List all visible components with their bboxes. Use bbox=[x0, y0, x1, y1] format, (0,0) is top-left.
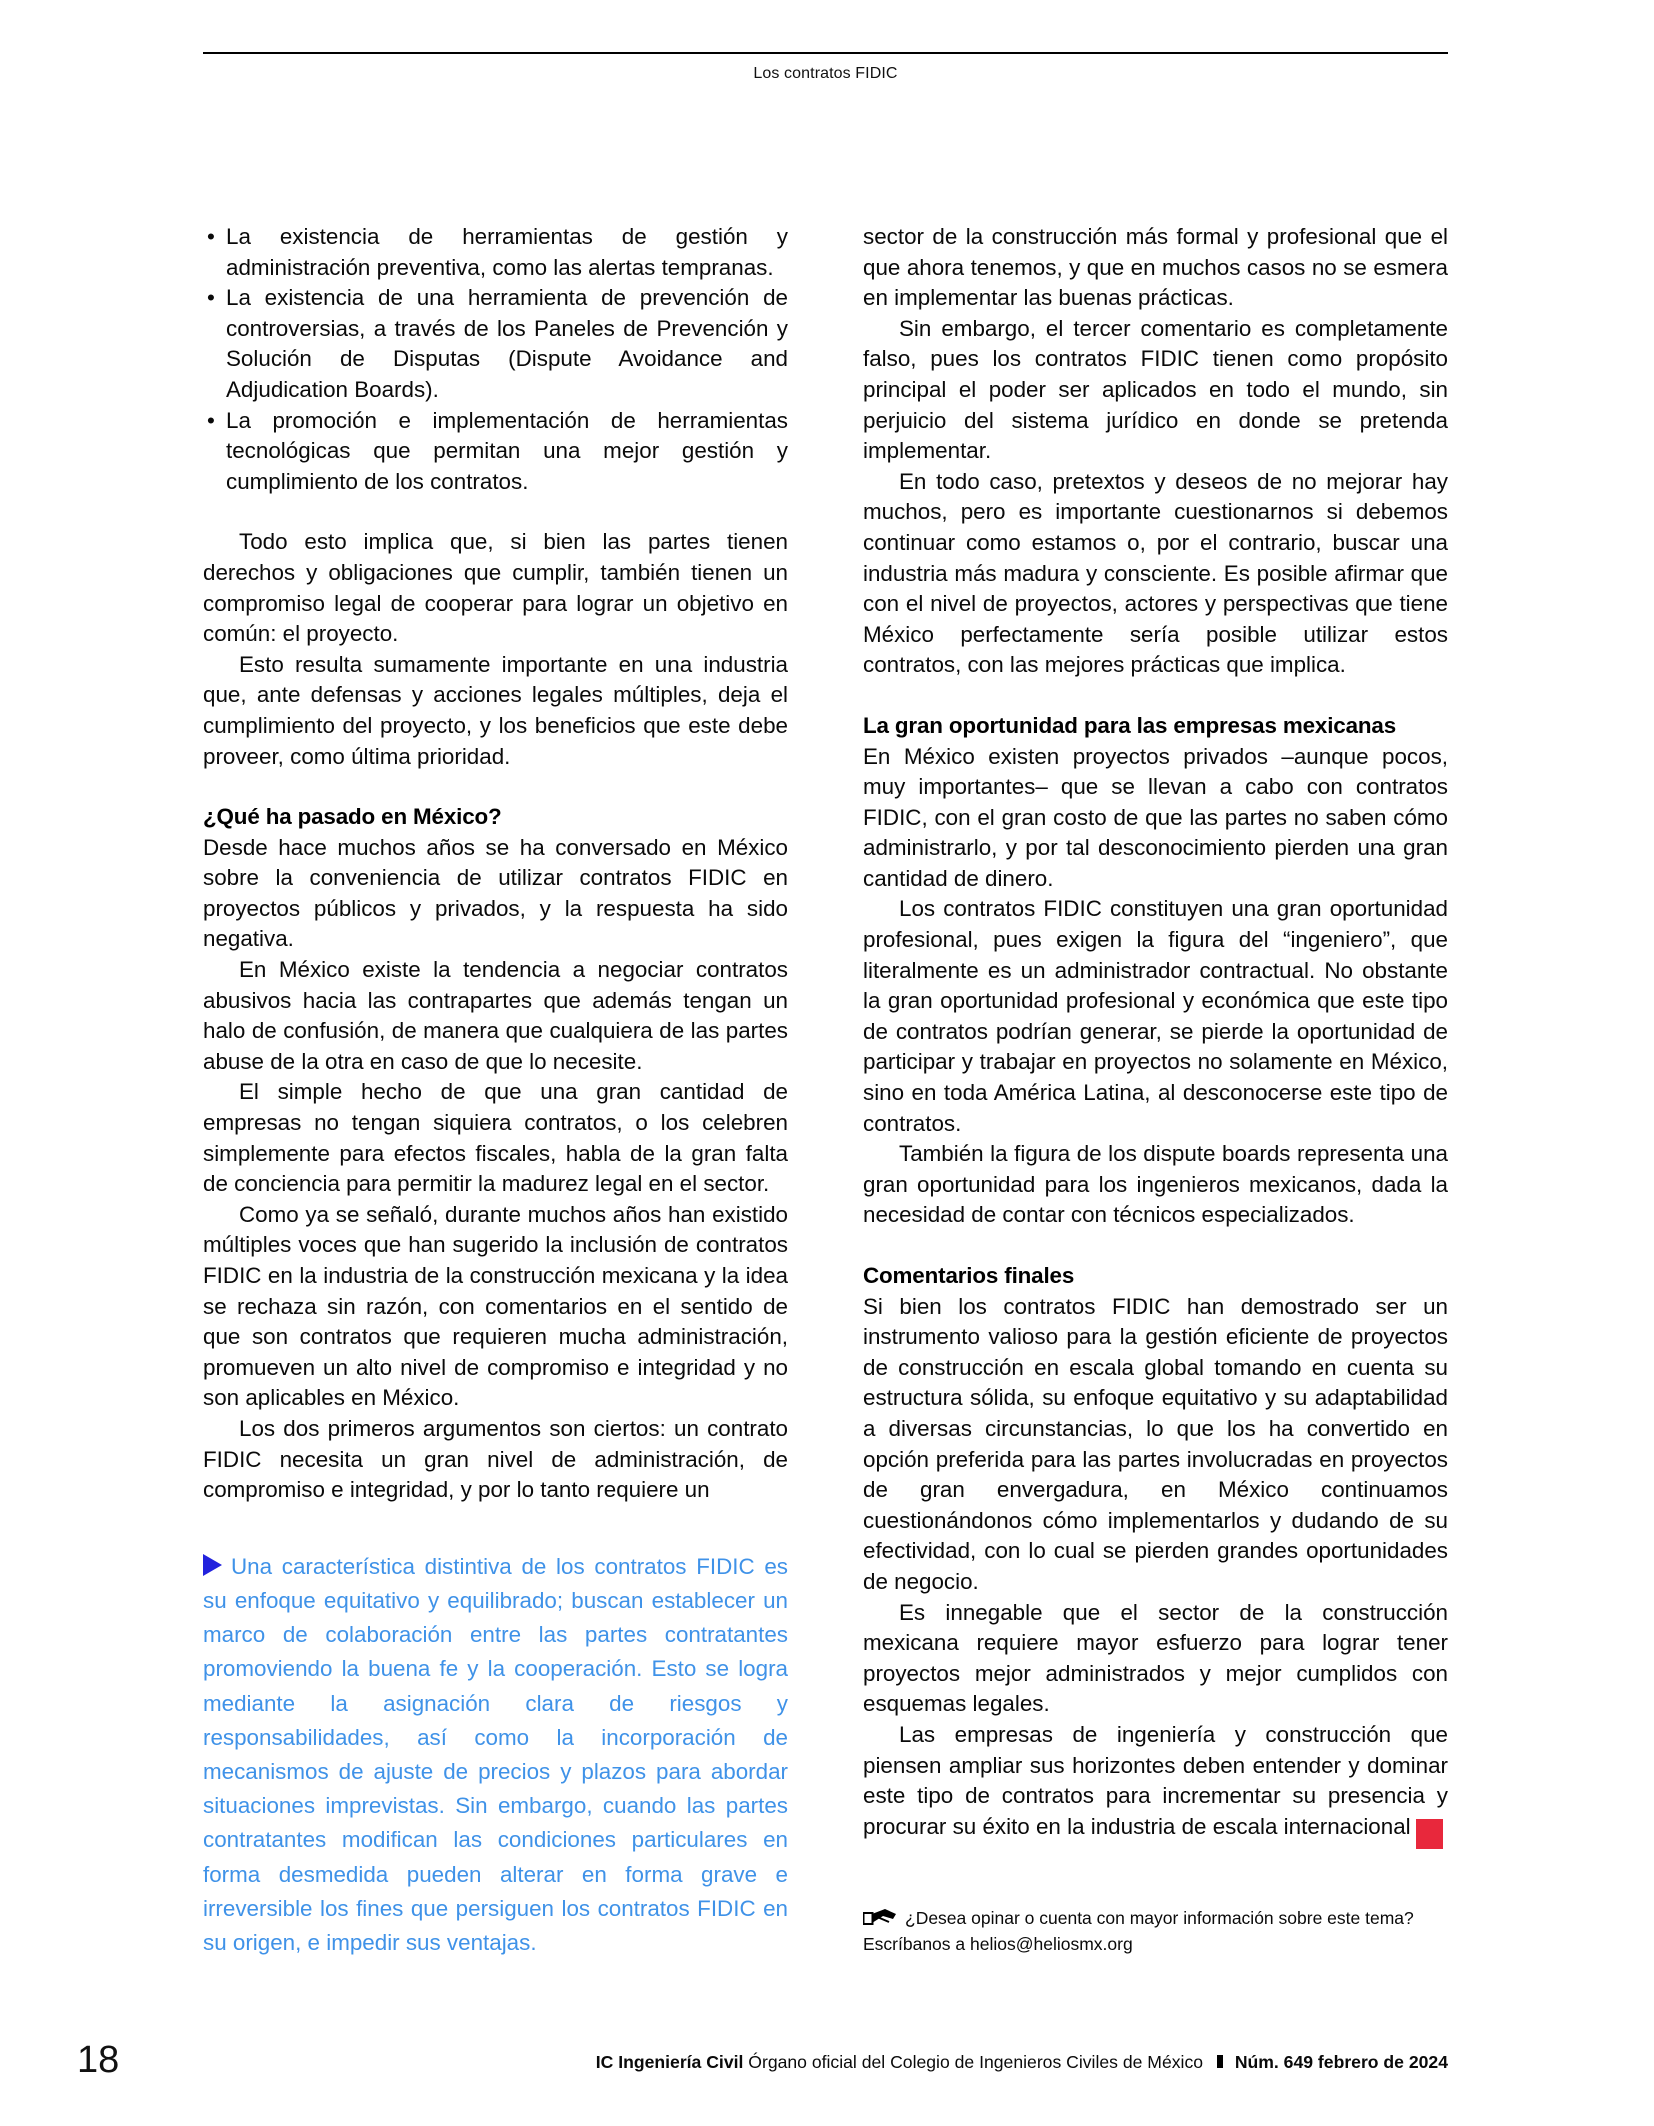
section-heading-que-ha-pasado: ¿Qué ha pasado en México? bbox=[203, 804, 502, 830]
running-head-title: Los contratos FIDIC bbox=[753, 65, 898, 82]
page-number: 18 bbox=[77, 2039, 120, 2081]
paragraph-with-end-mark bbox=[863, 1720, 1471, 1849]
running-head bbox=[203, 52, 1448, 83]
paragraph: Si bien los contratos FIDIC han demostrado ser un instrumento valioso para la gestión eficiente de proyectos de construcción en escala global tomando en cuenta su estructura sólida, su enfoque equitativo y su adaptabilidad a diversas circunstancias, lo que los ha convertido en opción preferida para las partes involucradas en proyectos de gran envergadura, en México continuamos cuestionándonos cómo implementarlos y dudando de su efectividad, con lo cual se pierden grandes oportunidades de negocio. bbox=[863, 1293, 1448, 1594]
bullet-dot-icon: • bbox=[207, 224, 215, 249]
paragraph: En México existen proyectos privados –aunque pocos, muy importantes– que se llevan a cabo con contratos FIDIC, con el gran costo de que las partes no saben cómo administrarlo, y por tal desconocimiento pierden una gran cantidad de dinero. bbox=[863, 743, 1448, 891]
footer-tagline: Órgano oficial del Colegio de Ingenieros Civiles de México bbox=[748, 2052, 1204, 2072]
page-footer bbox=[0, 2032, 1654, 2102]
section-heading-comentarios-finales: Comentarios finales bbox=[863, 1263, 1075, 1288]
ic-end-mark-icon: IC bbox=[1416, 1819, 1443, 1849]
contact-note bbox=[863, 1905, 1448, 1957]
section-heading-gran-oportunidad: La gran oportunidad para las empresas mexicanas bbox=[863, 712, 1397, 738]
contact-note-line1: ¿Desea opinar o cuenta con mayor información sobre este tema? bbox=[905, 1907, 1414, 1928]
paragraph: El simple hecho de que una gran cantidad de empresas no tengan siquiera contratos, o los celebren simplemente para efectos fiscales, habla de la gran falta de conciencia para permitir la madurez legal en el sector. bbox=[203, 1079, 788, 1197]
pull-quote bbox=[203, 1550, 788, 1960]
paragraph: Los contratos FIDIC constituyen una gran oportunidad profesional, pues exigen la figura del “ingeniero”, que literalmente es un administrador contractual. No obstante la gran oportunidad profesional y económica que este tipo de contratos podrían generar, se pierde la oportunidad de participar y trabajar en proyectos no solamente en México, sino en toda América Latina, al desconocerse este tipo de contratos. bbox=[863, 896, 1448, 1136]
list-item-text: La existencia de herramientas de gestión y administración preventiva, como las alertas tempranas. bbox=[226, 224, 788, 280]
triangle-right-icon bbox=[203, 1554, 222, 1576]
list-item bbox=[203, 222, 788, 283]
paragraph: Es innegable que el sector de la construcción mexicana requiere mayor esfuerzo para lograr tener proyectos mejor administrados y mejor cumplidos con esquemas legales. bbox=[863, 1599, 1448, 1717]
paragraph: Los dos primeros argumentos son ciertos: un contrato FIDIC necesita un gran nivel de administración, de compromiso e integridad, y por lo tanto requiere un bbox=[203, 1415, 788, 1503]
list-item bbox=[203, 283, 788, 405]
pull-quote-text: Una característica distintiva de los contratos FIDIC es su enfoque equitativo y equilibrado; buscan establecer un marco de colaboración entre las partes contratantes promoviendo la buena fe y la cooperación. Esto se logra mediante la asignación clara de riesgos y responsabilidades, así como la incorporación de mecanismos de ajuste de precios y plazos para abordar situaciones imprevistas. Sin embargo, cuando las partes contratantes modifican las condiciones particulares en forma desmedida pueden alterar en forma grave e irreversible los fines que persiguen los contratos FIDIC en su origen, e impedir sus ventajas. bbox=[203, 1553, 788, 1955]
running-head-rule bbox=[203, 52, 1448, 54]
paragraph: En México existe la tendencia a negociar contratos abusivos hacia las contrapartes que además tengan un halo de confusión, de manera que cualquiera de las partes abuse de la otra en caso de que lo necesite. bbox=[203, 957, 788, 1074]
list-item bbox=[203, 406, 788, 498]
bar-separator-icon bbox=[1217, 2055, 1223, 2068]
footer-brand: IC Ingeniería Civil bbox=[595, 2052, 744, 2072]
paragraph-text: Las empresas de ingeniería y construcción que piensen ampliar sus horizontes deben entender y dominar este tipo de contratos para incrementar su presencia y procurar su éxito en la industria de escala internacional bbox=[863, 1721, 1448, 1839]
pointing-hand-icon bbox=[863, 1907, 897, 1927]
paragraph: sector de la construcción más formal y profesional que el que ahora tenemos, y que en muchos casos no se esmera en implementar las buenas prácticas. bbox=[863, 224, 1448, 311]
right-column bbox=[863, 222, 1471, 1957]
footer-issue: Núm. 649 febrero de 2024 bbox=[1234, 2052, 1448, 2072]
paragraph: También la figura de los dispute boards representa una gran oportunidad para los ingenieros mexicanos, dada la necesidad de contar con técnicos especializados. bbox=[863, 1141, 1448, 1228]
bullet-dot-icon: • bbox=[207, 285, 215, 311]
left-column bbox=[203, 222, 788, 1960]
paragraph: Sin embargo, el tercer comentario es completamente falso, pues los contratos FIDIC tienen como propósito principal el poder ser aplicados en todo el mundo, sin perjuicio del sistema jurídico en donde se pretenda implementar. bbox=[863, 315, 1448, 464]
paragraph: En todo caso, pretextos y deseos de no mejorar hay muchos, pero es importante cuestionarnos si debemos continuar como estamos o, por el contrario, buscar una industria más madura y consciente. Es posible afirmar que con el nivel de proyectos, actores y perspectivas que tiene México perfectamente sería posible utilizar estos contratos, con las mejores prácticas que implica. bbox=[863, 468, 1448, 678]
paragraph: Desde hace muchos años se ha conversado en México sobre la conveniencia de utilizar contratos FIDIC en proyectos públicos y privados, y la respuesta ha sido negativa. bbox=[203, 834, 788, 952]
list-item-text: La promoción e implementación de herramientas tecnológicas que permitan una mejor gestión y cumplimiento de los contratos. bbox=[226, 407, 788, 494]
paragraph: Esto resulta sumamente importante en una industria que, ante defensas y acciones legales múltiples, deja el cumplimiento del proyecto, y los beneficios que este debe proveer, como última prioridad. bbox=[203, 651, 788, 769]
article-body bbox=[203, 222, 1471, 1982]
list-item-text: La existencia de una herramienta de prevención de controversias, a través de los Paneles de Prevención y Solución de Disputas (Dispute Avoidance and Adjudication Boards). bbox=[226, 285, 788, 402]
paragraph: Como ya se señaló, durante muchos años han existido múltiples voces que han sugerido la inclusión de contratos FIDIC en la industria de la construcción mexicana y la idea se rechaza sin razón, con comentarios en el sentido de que son contratos que requieren mucha administración, promueven un alto nivel de compromiso e integridad y no son aplicables en México. bbox=[203, 1201, 788, 1411]
bullet-dot-icon: • bbox=[207, 407, 215, 433]
benefits-bullet-list bbox=[203, 222, 788, 497]
footer-imprint bbox=[400, 2050, 1448, 2074]
paragraph: Todo esto implica que, si bien las partes tienen derechos y obligaciones que cumplir, también tienen un compromiso legal de cooperar para lograr un objetivo en común: el proyecto. bbox=[203, 529, 788, 647]
contact-note-line2: Escríbanos a helios@heliosmx.org bbox=[863, 1933, 1133, 1954]
